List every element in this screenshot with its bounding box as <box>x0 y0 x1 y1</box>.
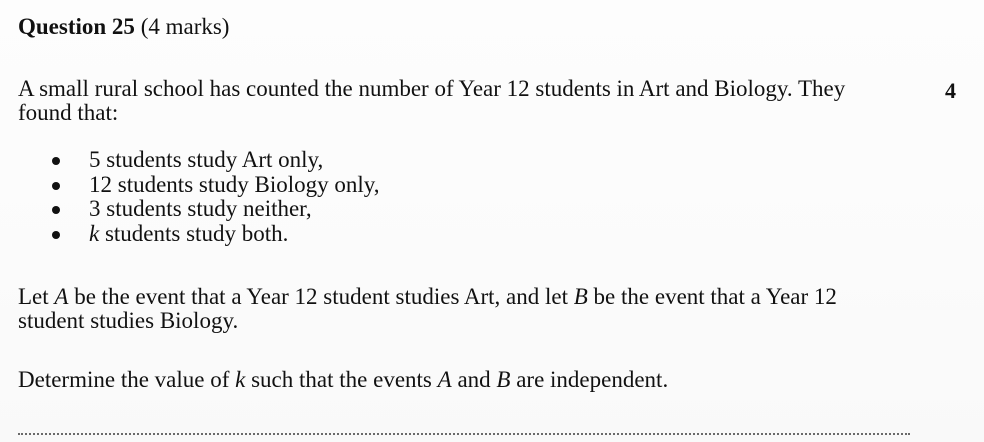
task-instruction <box>18 368 668 392</box>
bullet-text-body: 3 students study neither, <box>89 196 312 222</box>
variable-a: A <box>437 367 452 392</box>
marks-margin-number: 4 <box>945 78 956 103</box>
variable-k: k <box>89 221 100 247</box>
bullet-text-body: 12 students study Biology only, <box>89 171 380 197</box>
variable-b: B <box>496 367 511 392</box>
variable-k: k <box>235 367 246 392</box>
bullet-text <box>89 173 380 197</box>
event-definition-paragraph <box>18 285 837 333</box>
text-segment: Determine the value of <box>18 367 236 392</box>
bullet-text-body: 5 students study Art only, <box>89 147 324 172</box>
bullet-icon <box>52 206 60 214</box>
text-segment: be the event that a Year 12 <box>587 284 837 309</box>
intro-line-2: found that: <box>18 100 119 125</box>
bullet-icon <box>52 182 60 190</box>
intro-line-1: A small rural school has counted the number of Year 12 students in Art and Biology. They <box>18 76 846 101</box>
text-segment: such that the events <box>245 367 438 392</box>
task-line <box>18 368 668 392</box>
event-def-line-2: student studies Biology. <box>18 308 239 333</box>
text-segment: and <box>451 367 497 392</box>
bullet-text <box>89 148 323 172</box>
bullet-text <box>89 197 312 221</box>
variable-a: A <box>54 284 69 309</box>
text-segment: be the event that a Year 12 student studies Art, and let <box>68 284 574 309</box>
event-def-line-1 <box>18 285 837 309</box>
answer-writing-line[interactable] <box>18 433 910 435</box>
text-segment: Let <box>18 284 55 309</box>
bullet-text <box>89 222 288 246</box>
question-title: Question 25 <box>18 14 135 39</box>
question-marks: (4 marks) <box>140 14 230 39</box>
bullet-icon <box>52 231 60 239</box>
question-heading <box>18 13 229 41</box>
bullet-icon <box>52 157 60 165</box>
variable-b: B <box>573 284 588 309</box>
bullet-text-body: students study both. <box>99 221 289 247</box>
intro-paragraph <box>18 77 845 125</box>
text-segment: are independent. <box>510 367 669 392</box>
